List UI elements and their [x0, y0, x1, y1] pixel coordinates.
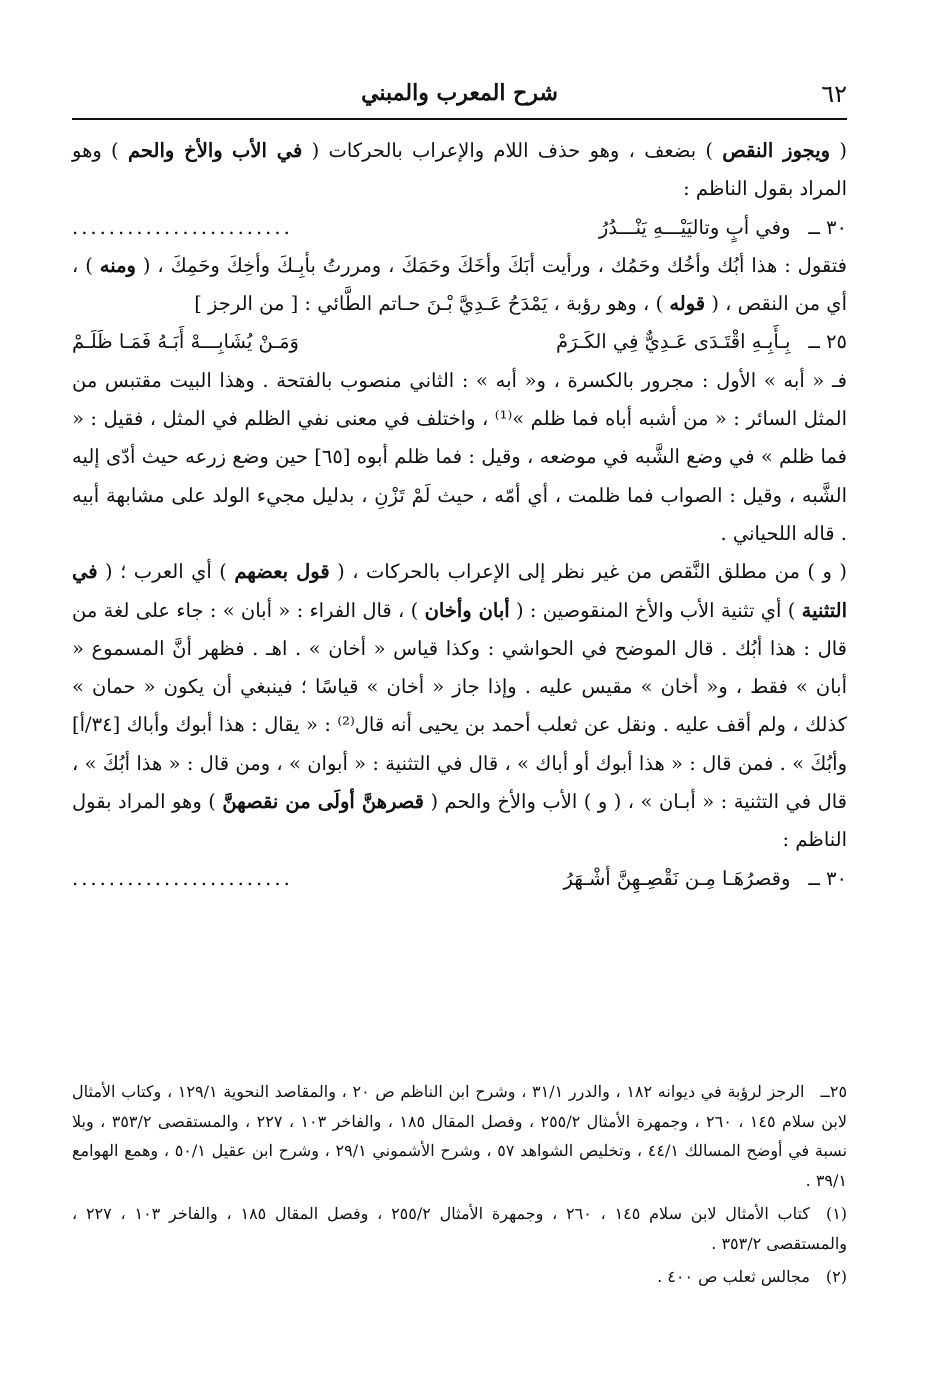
bold-term: ومنه [99, 253, 136, 277]
footnotes [72, 1077, 847, 1292]
footnote [72, 1199, 847, 1258]
bold-term: في التثنية [72, 560, 847, 622]
verse-dots: ........................ [72, 866, 293, 890]
verse-number: ٣٠ ــ [808, 866, 847, 890]
verse-number: ٣٠ ــ [808, 215, 847, 239]
footnote-text: مجالس ثعلب ص ٤٠٠ . [657, 1267, 810, 1286]
footnote-text: كتاب الأمثال لابن سلام ١٤٥ ، ٢٦٠ ، وجمهرة الأمثال ٢٥٥/٢ ، وفصل المقال ١٨٥ ، والفاخر ١٠٣ ، ٢٢٧ ، والمستقصى ٣٥٣/٢ . [72, 1204, 847, 1253]
paragraph: ( ويجوز النقص ) بضعف ، وهو حذف اللام والإعراب بالحركات ( في الأب والأخ والحم ) وهو المراد بقول الناظم : [72, 139, 847, 201]
verse-hemistich-first: بِـأَبِـهِ اقْتَـدَى عَـدِيٌّ فِي الكَـرَمْ [556, 330, 791, 354]
bold-term: أبان وأخان [424, 598, 510, 622]
main-text [72, 132, 847, 898]
page-number: ٦٢ [821, 80, 847, 108]
verse-line [72, 323, 847, 361]
verse-hemistich-second: وَمَـنْ يُشَابِـــهْ أَبَـهُ فَمَـا ظَلَـمْ [72, 330, 299, 354]
page-header [72, 80, 847, 120]
footnote-mark: (١) [825, 1204, 848, 1223]
verse-line [72, 209, 847, 247]
verse-number: ٢٥ ــ [808, 330, 847, 354]
footnote-text: الرجز لرؤبة في ديوانه ١٨٢ ، والدرر ٣١/١ ، وشرح ابن الناظم ص ٢٠ ، والمقاصد النحوية ١٢٩/١ ، وكتاب الأمثال لابن سلام ١٤٥ ، ٢٦٠ ، وجمهرة الأمثال ٢٥٥/٢ ، وفصل المقال ١٨٥ ، والفاخر ١٠٣ ، ٢٢٧ ، والمستقصى ٣٥٣/٢ ، وبلا نسبة في أوضح المسالك ٤٤/١ ، وتخليص الشواهد ٥٧ ، وشرح الأشموني ٢٩/١ ، وشرح ابن عقيل ٥٠/١ ، وهمع الهوامع ٣٩/١ . [72, 1082, 848, 1190]
footnote [72, 1077, 847, 1195]
bold-term: ويجوز النقص [722, 139, 831, 162]
paragraph: فتقول : هذا أبُك وأخُك وحَمُك ، ورأيت أبَكَ وأخَكَ وحَمَكَ ، ومررتُ بأبِـكَ وأخِكَ وحَمِكَ ، ( ومنه ) ، أي من النقص ، ( قوله ) ، وهو رؤبة ، يَمْدَحُ عَـدِيَّ بْـنَ حـاتم الطَّائي : [ من الرجز ] [72, 253, 847, 316]
bold-term: قصرهنَّ أولَى من نقصهنَّ [222, 790, 424, 814]
bold-term: قول بعضهم [234, 560, 330, 584]
verse-text: وقصرُهَـا مِـن نَقْصِـهِنَّ أشْـهَرُ [563, 866, 791, 890]
verse-line [72, 860, 847, 898]
verse-text: وفي أبٍ وتاليَيْـــهِ يَنْـــدُرُ [598, 215, 791, 239]
footnote-mark: (٢) [825, 1267, 847, 1286]
footnote-mark: ٢٥ــ [820, 1082, 848, 1101]
bold-term: والأخ والحم [127, 139, 223, 162]
bold-term: قوله [669, 292, 706, 316]
footnote [72, 1262, 847, 1292]
running-title: شرح المعرب والمبني [361, 80, 558, 106]
bold-term: في الأب [232, 139, 303, 162]
paragraph: فـ « أبه » الأول : مجرور بالكسرة ، و« أبه » : الثاني منصوب بالفتحة . وهذا البيت مقتبس من المثل السائر : « من أشبه أباه فما ظلم »⁽¹⁾ ، واختلف في معنى نفي الظلم في المثل ، فقيل : « فما ظلم » في وضع الشَّبه في موضعه ، وقيل : فما ظلم أبوه [٦٥] حين وضع زرعه حيث أدّى إليه الشَّبه ، وقيل : الصواب فما ظلمت ، أي أمّه ، حيث لَمْ تَزْنِ ، بدليل مجيء الولد على مشابهة أبيه . قاله اللحياني . [72, 368, 847, 545]
paragraph: ( و ) من مطلق النَّقص من غير نظر إلى الإعراب بالحركات ، ( قول بعضهم ) أي العرب ؛ ( في التثنية ) أي تثنية الأب والأخ المنقوصين : ( أبان وأخان ) ، قال الفراء : « أبان » : جاء على لغة من قال : هذا أبُك . قال الموضح في الحواشي : وكذا قياس « أخان » . اهـ . فظهر أنَّ المسموع « أبان » فقط ، و« أخان » مقيس عليه . وإذا جاز « أخان » قياسًا ؛ فينبغي أن يكون « حمان » كذلك ، ولم أقف عليه . ونقل عن ثعلب أحمد بن يحيى أنه قال⁽²⁾ : « يقال : هذا أبوك وأباك [٣٤/أ] وأبُكَ » . فمن قال : « هذا أبوك أو أباك » ، قال في التثنية : « أبوان » ، ومن قال : « هذا أبُكَ » ، قال في التثنية : « أبـان » ، ( و ) الأب والأخ والحم ( قصرهنَّ أولَى من نقصهنَّ ) وهو المراد بقول الناظم : [72, 560, 848, 852]
verse-dots: ........................ [72, 215, 293, 239]
